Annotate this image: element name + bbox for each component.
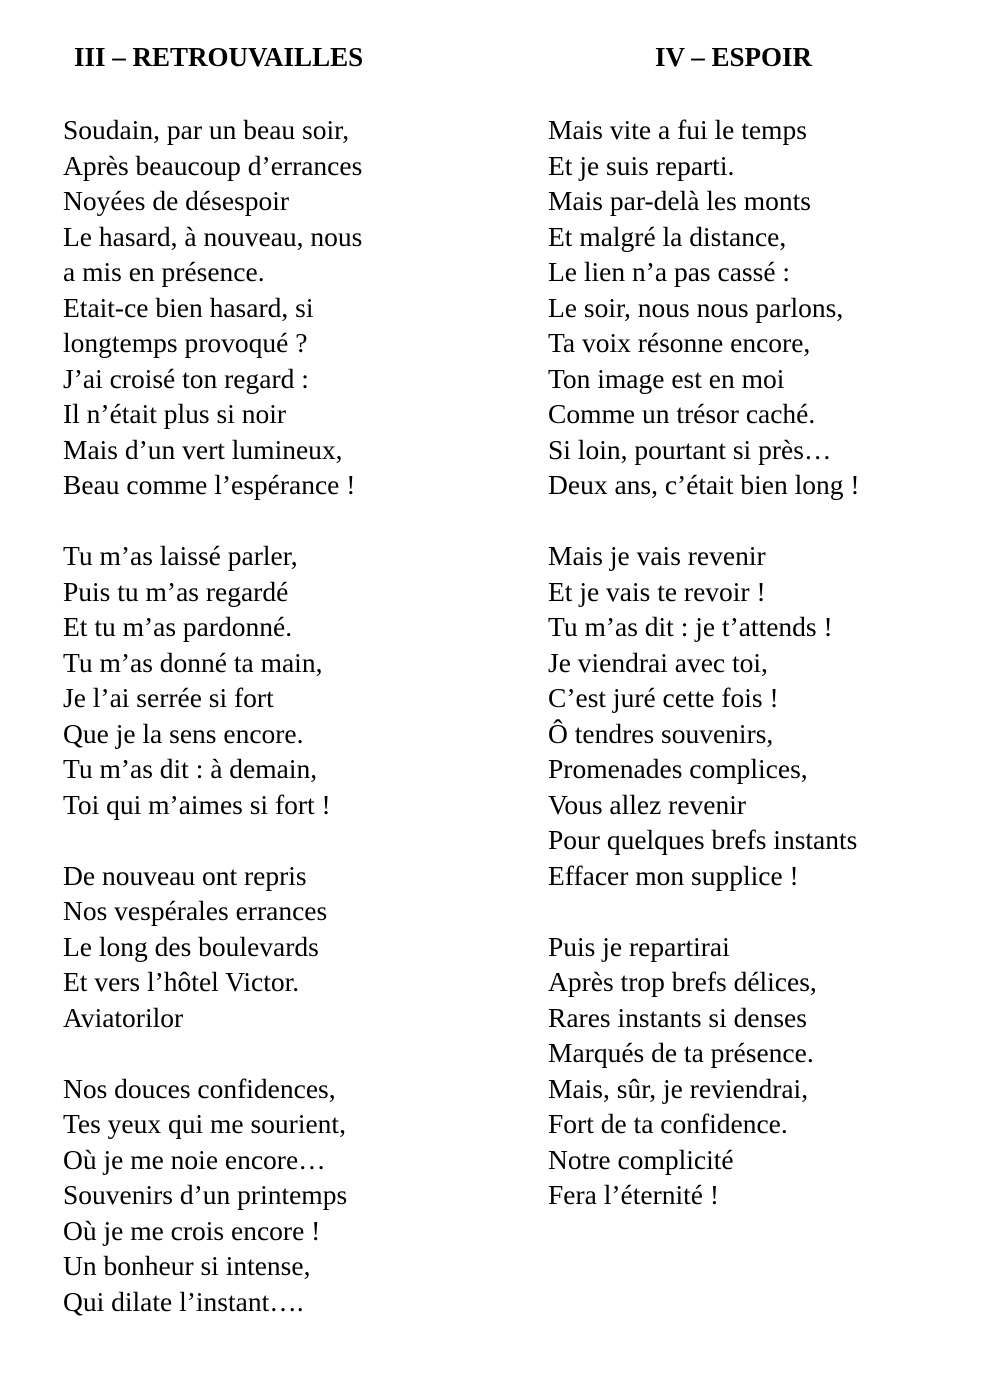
poem-line: Et malgré la distance, bbox=[548, 220, 787, 252]
stanza bbox=[548, 538, 860, 893]
poem-line: Le hasard, à nouveau, nous bbox=[63, 220, 363, 252]
stanza bbox=[548, 929, 860, 1213]
poem-line: Promenades complices, bbox=[548, 753, 808, 784]
stanza bbox=[548, 112, 860, 503]
poem-line: Le soir, nous nous parlons, bbox=[548, 291, 844, 323]
poem-line: Ô tendres souvenirs, bbox=[548, 717, 774, 749]
poem-line: Puis je repartirai bbox=[548, 930, 730, 962]
poem-line: a mis en présence. bbox=[63, 256, 265, 287]
poem-line: Tes yeux qui me sourient, bbox=[63, 1108, 346, 1139]
stanza bbox=[63, 112, 362, 503]
poem-line: Il n’était plus si noir bbox=[63, 398, 287, 429]
poem-line: Toi qui m’aimes si fort ! bbox=[63, 788, 331, 820]
poem-line: Tu m’as donné ta main, bbox=[63, 646, 323, 678]
poem-line: Ta voix résonne encore, bbox=[548, 327, 811, 358]
poem-line: Beau comme l’espérance ! bbox=[63, 469, 356, 500]
poem-line: Si loin, pourtant si près… bbox=[548, 433, 832, 465]
poem-line: Et tu m’as pardonné. bbox=[63, 611, 293, 642]
poem-line: Effacer mon supplice ! bbox=[548, 859, 799, 891]
poem-line: Pour quelques brefs instants bbox=[548, 824, 858, 855]
poem-line: Et je vais te revoir ! bbox=[548, 575, 766, 607]
poem-line: Ton image est en moi bbox=[548, 362, 785, 394]
poem-line: C’est juré cette fois ! bbox=[548, 682, 779, 713]
poem-line: Vous allez revenir bbox=[548, 788, 747, 820]
poem-line: Et vers l’hôtel Victor. bbox=[63, 966, 300, 997]
poem-line: Deux ans, c’était bien long ! bbox=[548, 469, 860, 500]
poem-line: Soudain, par un beau soir, bbox=[63, 114, 350, 145]
poem-line: Mais vite a fui le temps bbox=[548, 114, 807, 145]
poem-line: Marqués de ta présence. bbox=[548, 1037, 814, 1068]
poem-line: Nos douces confidences, bbox=[63, 1072, 336, 1104]
poem-line: Comme un trésor caché. bbox=[548, 398, 816, 429]
poem-line: Mais je vais revenir bbox=[548, 540, 766, 571]
poem-line: Aviatorilor bbox=[63, 1001, 184, 1033]
poem-line: Qui dilate l’instant…. bbox=[63, 1285, 304, 1317]
poem-line: Je viendrai avec toi, bbox=[548, 646, 768, 678]
poem-line: J’ai croisé ton regard : bbox=[63, 362, 309, 394]
poem-line: Après beaucoup d’errances bbox=[63, 149, 363, 181]
poem-line: Souvenirs d’un printemps bbox=[63, 1179, 348, 1210]
poem-line: Après trop brefs délices, bbox=[548, 966, 817, 997]
stanza bbox=[63, 538, 362, 822]
poem-line: Noyées de désespoir bbox=[63, 185, 290, 216]
poem-line: longtemps provoqué ? bbox=[63, 327, 308, 358]
poem-line: Et je suis reparti. bbox=[548, 149, 735, 181]
poem-title: IV – ESPOIR bbox=[655, 42, 813, 72]
poem-line: Un bonheur si intense, bbox=[63, 1250, 311, 1281]
stanza bbox=[63, 858, 362, 1036]
poem-line: Tu m’as dit : je t’attends ! bbox=[548, 611, 833, 642]
poem-line: Où je me crois encore ! bbox=[63, 1214, 321, 1246]
poem-line: Tu m’as dit : à demain, bbox=[63, 753, 318, 784]
poem-line: Rares instants si denses bbox=[548, 1001, 807, 1033]
poem-line: Fort de ta confidence. bbox=[548, 1108, 788, 1139]
poem-line: Mais, sûr, je reviendrai, bbox=[548, 1072, 809, 1104]
poem-line: Puis tu m’as regardé bbox=[63, 575, 289, 607]
poem-line: Etait-ce bien hasard, si bbox=[63, 291, 314, 323]
poem-line: Que je la sens encore. bbox=[63, 717, 304, 749]
poem-stanzas bbox=[548, 112, 860, 1248]
poem-line: Nos vespérales errances bbox=[63, 895, 328, 926]
poem-line: Le lien n’a pas cassé : bbox=[548, 256, 791, 287]
poem-line: Mais par-delà les monts bbox=[548, 185, 811, 216]
poem-line: De nouveau ont repris bbox=[63, 859, 307, 891]
poem-line: Le long des boulevards bbox=[63, 930, 319, 962]
stanza bbox=[63, 1071, 362, 1320]
poem-line: Notre complicité bbox=[548, 1143, 734, 1175]
poem-stanzas bbox=[63, 112, 362, 1355]
poem-title: III – RETROUVAILLES bbox=[74, 42, 364, 72]
poem-line: Fera l’éternité ! bbox=[548, 1179, 720, 1210]
poem-line: Où je me noie encore… bbox=[63, 1143, 326, 1175]
poem-line: Tu m’as laissé parler, bbox=[63, 540, 298, 571]
poem-line: Mais d’un vert lumineux, bbox=[63, 433, 343, 465]
poem-line: Je l’ai serrée si fort bbox=[63, 682, 274, 713]
